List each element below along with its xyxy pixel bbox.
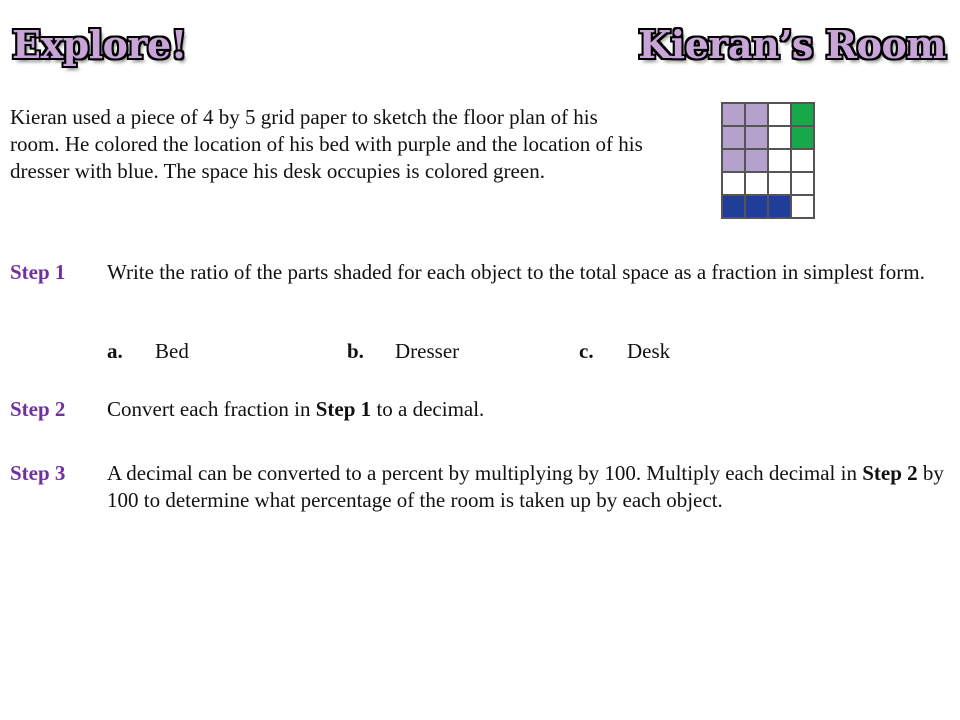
grid-cell-empty (792, 173, 815, 196)
floor-plan-grid (721, 102, 815, 219)
grid-cell-empty (746, 173, 769, 196)
option-bed-label: Bed (155, 339, 189, 363)
grid-cell-bed (746, 150, 769, 173)
option-desk (579, 338, 670, 365)
option-dresser-label: Dresser (395, 339, 460, 363)
step-3-text-before: A decimal can be converted to a percent by multiplying by 100. Multiply each decimal in (107, 461, 863, 485)
step-2-reference: Step 1 (315, 397, 372, 421)
option-dresser-letter: b. (347, 339, 364, 363)
grid-cell-dresser (769, 196, 792, 219)
intro-paragraph: Kieran used a piece of 4 by 5 grid paper to sketch the floor plan of his room. He colored the location of his bed with purple and the location of his dresser with blue. The space his desk occupies is colored green. (10, 105, 643, 183)
step-2-text (107, 396, 957, 423)
page-title: Kieran’s Room (638, 22, 946, 67)
option-bed (107, 338, 189, 365)
step-1-label: Step 1 (10, 260, 66, 284)
step-3-text (107, 460, 957, 514)
option-desk-letter: c. (579, 339, 594, 363)
grid-cell-bed (723, 127, 746, 150)
step-1-text: Write the ratio of the parts shaded for each object to the total space as a fraction in simplest form. (107, 260, 925, 284)
step-3-text-after: by 100 to determine what percentage of the room is taken up by each object. (107, 461, 944, 512)
step-2-text-after: to a decimal. (371, 397, 485, 421)
grid-cell-bed (723, 150, 746, 173)
grid-cell-dresser (723, 196, 746, 219)
step-3-label: Step 3 (10, 461, 66, 485)
grid-cell-bed (723, 104, 746, 127)
grid-cell-empty (723, 173, 746, 196)
grid-cell-desk (792, 127, 815, 150)
step-2-label: Step 2 (10, 397, 66, 421)
grid-cell-empty (792, 196, 815, 219)
grid-cell-empty (769, 173, 792, 196)
grid-cell-bed (746, 104, 769, 127)
step-2-text-before: Convert each fraction in (107, 397, 316, 421)
grid-cell-empty (769, 150, 792, 173)
grid-cell-dresser (746, 196, 769, 219)
grid-cell-empty (769, 127, 792, 150)
option-dresser (347, 338, 459, 365)
grid-cell-desk (792, 104, 815, 127)
grid-cell-bed (746, 127, 769, 150)
explore-title: Explore! (12, 22, 187, 67)
option-desk-label: Desk (627, 339, 671, 363)
step-3-reference: Step 2 (862, 461, 918, 485)
grid-cell-empty (769, 104, 792, 127)
grid-cell-empty (792, 150, 815, 173)
option-bed-letter: a. (107, 339, 123, 363)
